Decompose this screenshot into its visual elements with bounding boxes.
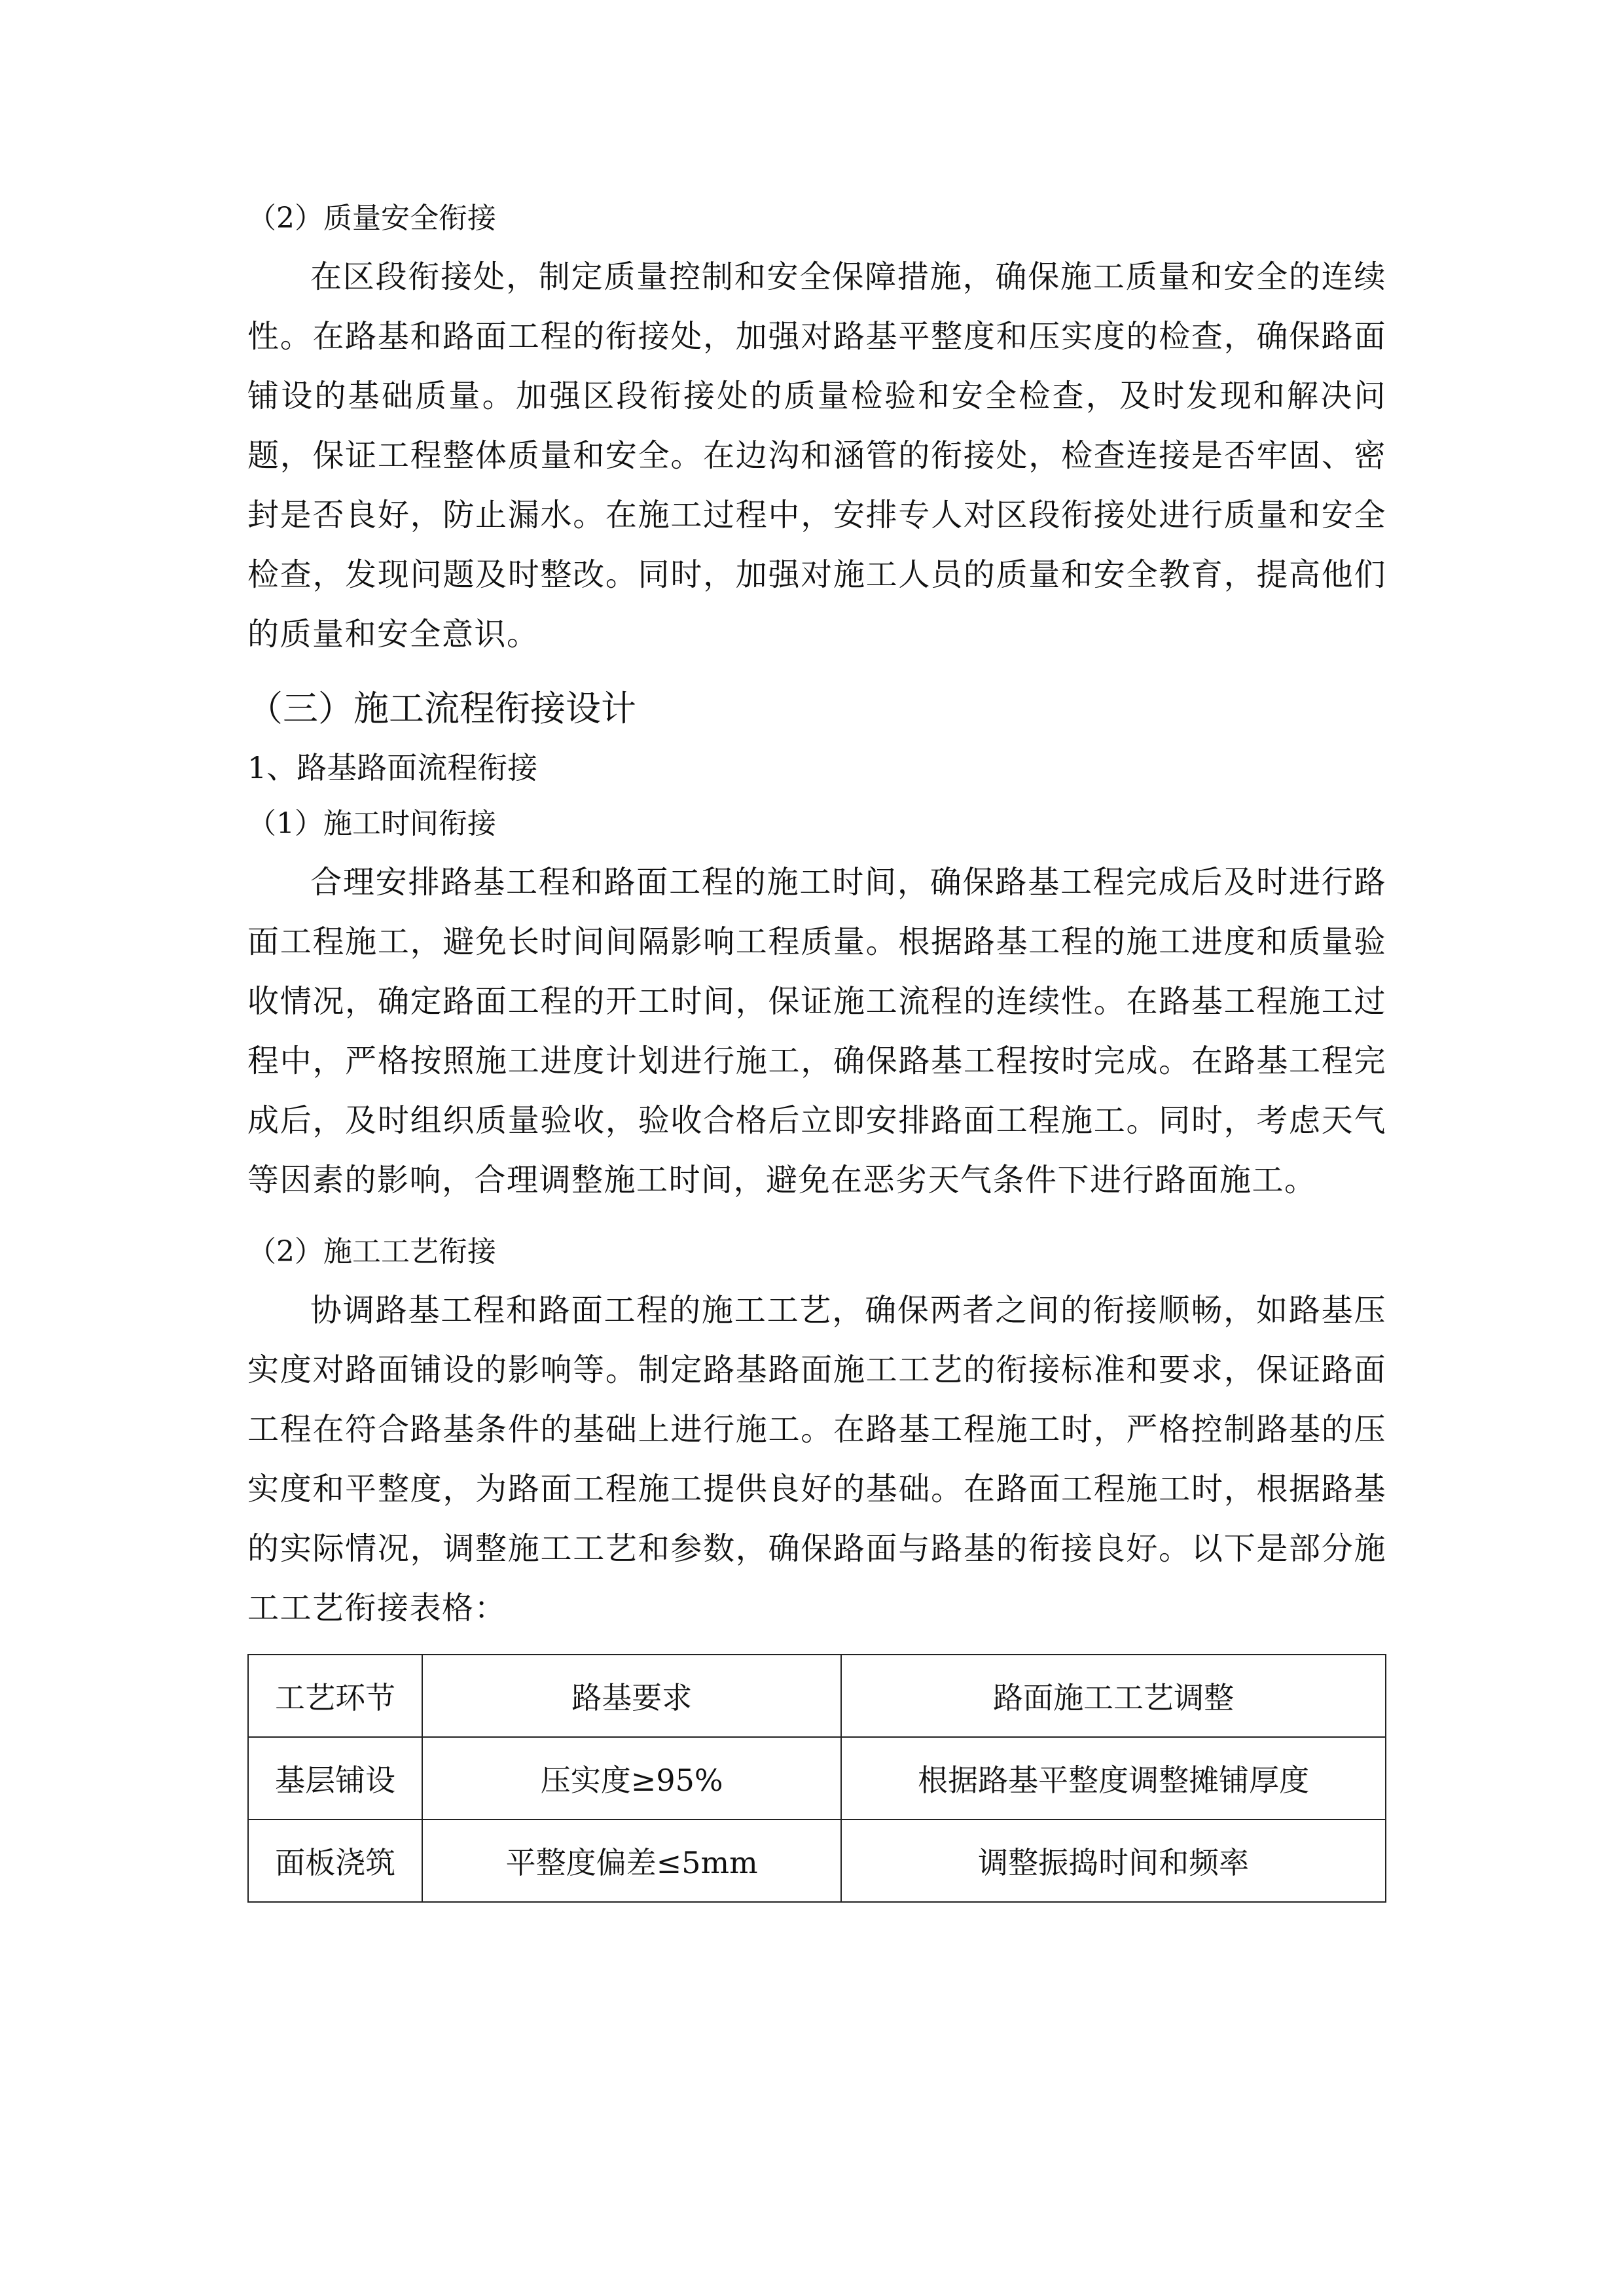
table-cell: 面板浇筑 xyxy=(248,1820,422,1902)
table-cell: 压实度≥95% xyxy=(422,1737,841,1820)
construction-time-heading: （1）施工时间衔接 xyxy=(247,807,496,840)
page-content xyxy=(247,190,1386,1903)
table-header-row xyxy=(248,1655,1386,1737)
construction-time-paragraph: 合理安排路基工程和路面工程的施工时间，确保路基工程完成后及时进行路面工程施工，避免长时间间隔影响工程质量。根据路基工程的施工进度和质量验收情况，确定路面工程的开工时间，保证施工流程的连续性。在路基工程施工过程中，严格按照施工进度计划进行施工，确保路基工程按时完成。在路基工程完成后，及时组织质量验收，验收合格后立即安排路面工程施工。同时，考虑天气等因素的影响，合理调整施工时间，避免在恶劣天气条件下进行路面施工。 xyxy=(247,864,1386,1198)
craft-table xyxy=(247,1654,1386,1903)
table-cell: 基层铺设 xyxy=(248,1737,422,1820)
section-three-heading: （三）施工流程衔接设计 xyxy=(247,688,636,729)
construction-craft-paragraph: 协调路基工程和路面工程的施工工艺，确保两者之间的衔接顺畅，如路基压实度对路面铺设的影响等。制定路基路面施工工艺的衔接标准和要求，保证路面工程在符合路基条件的基础上进行施工。在路基工程施工时，严格控制路基的压实度和平整度，为路面工程施工提供良好的基础。在路面工程施工时，根据路基的实际情况，调整施工工艺和参数，确保路面与路基的衔接良好。以下是部分施工工艺衔接表格： xyxy=(247,1292,1386,1626)
table-row xyxy=(248,1820,1386,1902)
item-1-heading: 1、路基路面流程衔接 xyxy=(247,750,538,785)
table-row xyxy=(248,1737,1386,1820)
table-cell: 根据路基平整度调整摊铺厚度 xyxy=(841,1737,1386,1820)
table-header-cell: 工艺环节 xyxy=(248,1655,422,1737)
table-header-cell: 路基要求 xyxy=(422,1655,841,1737)
quality-safety-paragraph: 在区段衔接处，制定质量控制和安全保障措施，确保施工质量和安全的连续性。在路基和路面工程的衔接处，加强对路基平整度和压实度的检查，确保路面铺设的基础质量。加强区段衔接处的质量检验和安全检查，及时发现和解决问题，保证工程整体质量和安全。在边沟和涵管的衔接处，检查连接是否牢固、密封是否良好，防止漏水。在施工过程中，安排专人对区段衔接处进行质量和安全检查，发现问题及时整改。同时，加强对施工人员的质量和安全教育，提高他们的质量和安全意识。 xyxy=(247,259,1386,653)
table-cell: 调整振捣时间和频率 xyxy=(841,1820,1386,1902)
quality-safety-heading: （2）质量安全衔接 xyxy=(247,202,496,235)
construction-craft-heading: （2）施工工艺衔接 xyxy=(247,1235,496,1268)
table-cell: 平整度偏差≤5mm xyxy=(422,1820,841,1902)
table-header-cell: 路面施工工艺调整 xyxy=(841,1655,1386,1737)
